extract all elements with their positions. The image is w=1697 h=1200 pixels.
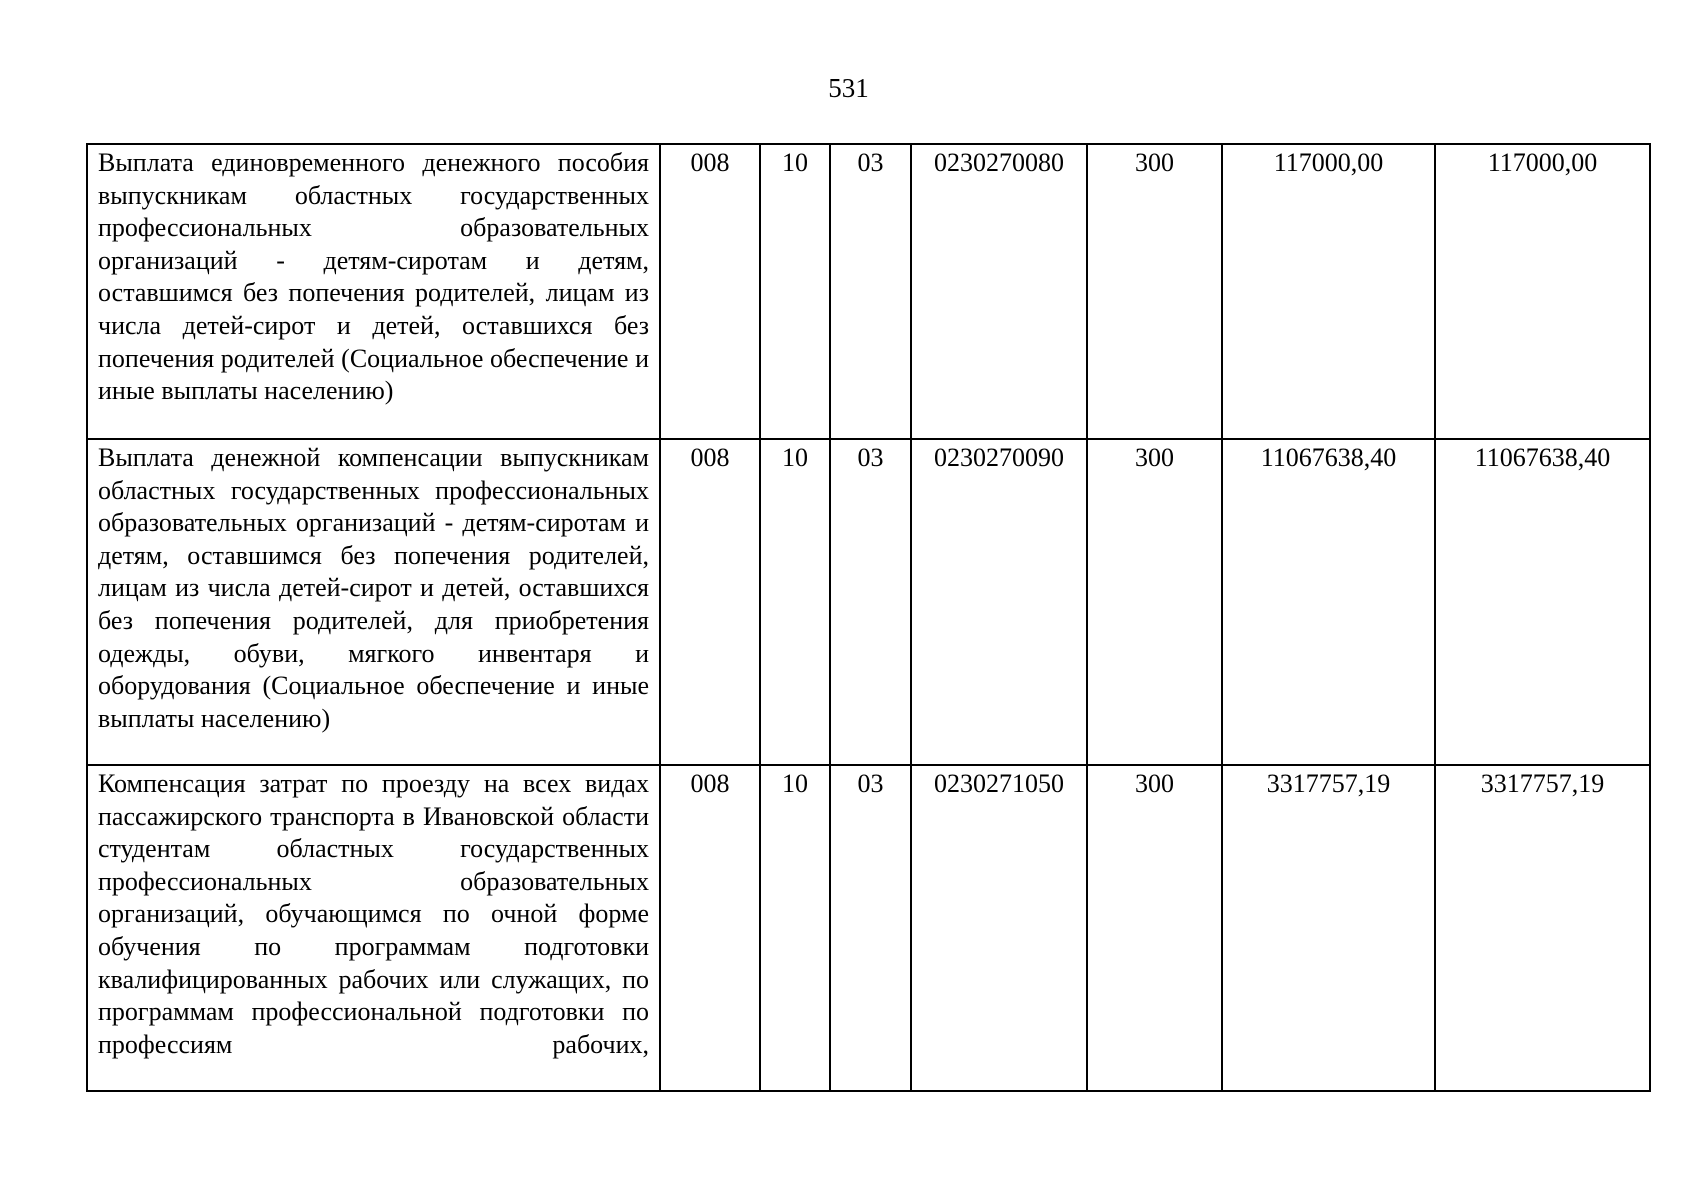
subsection-code-cell: 03 bbox=[830, 765, 911, 1091]
expense-name-cell: Компенсация затрат по проезду на всех видах пассажирского транспорта в Ивановской области студентам областных государственных профессиональных образовательных организаций, обучающимся по очной форме обучения по программам подготовки квалифицированных рабочих или служащих, по программам профессиональной подготовки по профессиям рабочих, bbox=[87, 765, 660, 1091]
table-row bbox=[87, 439, 1650, 765]
subsection-code-cell: 03 bbox=[830, 439, 911, 765]
section-code-cell: 10 bbox=[760, 439, 830, 765]
amount-cell: 117000,00 bbox=[1222, 144, 1435, 439]
expense-name-cell: Выплата денежной компенсации выпускникам областных государственных профессиональных образовательных организаций - детям-сиротам и детям, оставшимся без попечения родителей, лицам из числа детей-сирот и детей, оставшихся без попечения родителей, для приобретения одежды, обуви, мягкого инвентаря и оборудования (Социальное обеспечение и иные выплаты населению) bbox=[87, 439, 660, 765]
amount-cell: 3317757,19 bbox=[1222, 765, 1435, 1091]
page-number: 531 bbox=[828, 73, 869, 103]
section-code-cell: 10 bbox=[760, 144, 830, 439]
ministry-code-cell: 008 bbox=[660, 765, 760, 1091]
ministry-code-cell: 008 bbox=[660, 439, 760, 765]
amount-cell: 11067638,40 bbox=[1222, 439, 1435, 765]
amount-cell: 3317757,19 bbox=[1435, 765, 1650, 1091]
ministry-code-cell: 008 bbox=[660, 144, 760, 439]
section-code-cell: 10 bbox=[760, 765, 830, 1091]
table-row bbox=[87, 144, 1650, 439]
amount-cell: 11067638,40 bbox=[1435, 439, 1650, 765]
expense-type-cell: 300 bbox=[1087, 144, 1222, 439]
table-row bbox=[87, 765, 1650, 1091]
subsection-code-cell: 03 bbox=[830, 144, 911, 439]
expense-type-cell: 300 bbox=[1087, 439, 1222, 765]
target-article-cell: 0230270080 bbox=[911, 144, 1087, 439]
expense-name-cell: Выплата единовременного денежного пособия выпускникам областных государственных профессиональных образовательных организаций - детям-сиротам и детям, оставшимся без попечения родителей, лицам из числа детей-сирот и детей, оставшихся без попечения родителей (Социальное обеспечение и иные выплаты населению) bbox=[87, 144, 660, 439]
expense-type-cell: 300 bbox=[1087, 765, 1222, 1091]
target-article-cell: 0230270090 bbox=[911, 439, 1087, 765]
amount-cell: 117000,00 bbox=[1435, 144, 1650, 439]
budget-table bbox=[86, 143, 1651, 1092]
target-article-cell: 0230271050 bbox=[911, 765, 1087, 1091]
